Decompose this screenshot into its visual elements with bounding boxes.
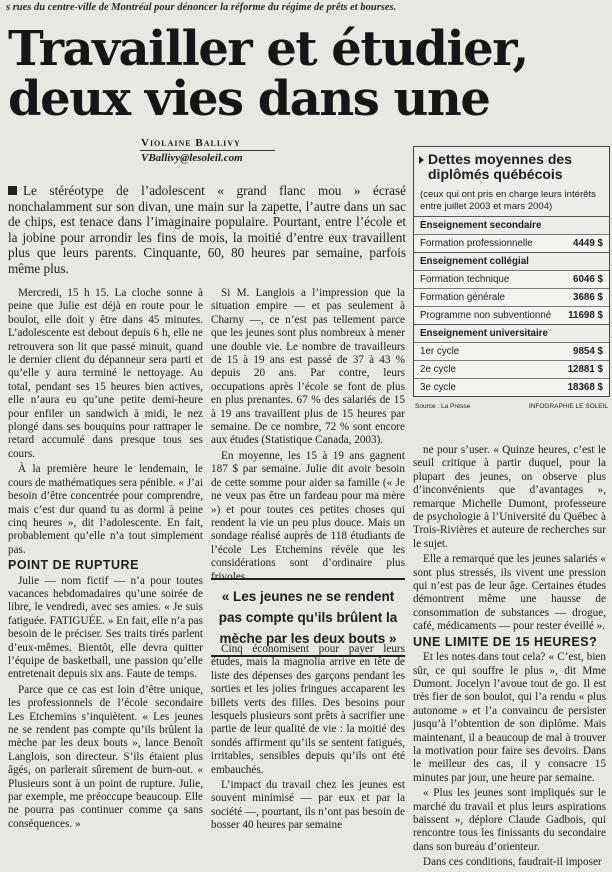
- kicker-text: s rues du centre-ville de Montréal pour dénoncer la réforme du régime de prêts et bourses.: [6, 2, 397, 13]
- paragraph: ne pour s’user. « Quinze heures, c’est le seuil critique à partir duquel, pour la plupart des jeunes, on observe plus d’inconvénients que d’avantages », remarque Michelle Dumont, professeure de psychologie à l’Université du Québec à Trois-Rivières et auteure de recherches sur le sujet.: [413, 444, 606, 550]
- paragraph: Et les notes dans tout cela? « C’est, bien sûr, ce qui souffre le plus », dit Mme Dumont. Jocelyn l’avoue tout de go. Il est très fier de son boulot, qui l’a rendu « plus autonome » et l’a convaincu de persister jusqu’à l’obtention de son diplôme. Mais maintenant, il a beaucoup de mal à trouver la motivation pour faire ses devoirs. Dans le meilleur des cas, il y consacre 15 minutes par jour, une heure par semaine.: [413, 651, 606, 784]
- paragraph: Parce que ce cas est loin d’être unique, les professionnels de l’école secondaire Les Etchemins s’inquiètent. « Les jeunes ne se rendent pas compte qu’ils brûlent la mèche par les deux bouts », lance Benoît Langlois, son directeur. S’ils étaient plus âgés, on parlerait sûrement de burn-out. « Plusieurs sont à un point de rupture. Julie, par exemple, me préoccupe beaucoup. Elle ne pourra pas continuer comme ça sans conséquences. »: [8, 683, 203, 830]
- pull-quote: « Les jeunes ne se rendent pas compte qu’ils brûlent la mèche par les deux bouts »: [211, 578, 405, 657]
- paragraph: Elle a remarqué que les jeunes salariés « sont plus stressés, ils vivent une pression qui n’est pas de leur âge. Certaines études démontrent même une hausse de consommation de substances — drogue, café, médicaments — pour rester éveillé ».: [413, 553, 606, 633]
- subheading: UNE LIMITE DE 15 HEURES?: [413, 634, 598, 649]
- sidebar-title: Dettes moyennes des diplômés québécois: [414, 147, 609, 185]
- article-column-3: [413, 444, 606, 872]
- lede-paragraph: [8, 183, 406, 277]
- article-column-2-continued: [211, 643, 405, 835]
- subheading: POINT DE RUPTURE: [8, 558, 139, 573]
- sidebar-row: Programme non subventionné 11698 $: [414, 306, 609, 324]
- paragraph: Dans ces conditions, faudrait-il imposer: [423, 856, 602, 869]
- lede-text: Le stéréotype de l’adolescent « grand flanc mou » écrasé nonchalamment sur son divan, une main sur la zapette, l’autre dans un sac de chips, est tenace dans l’imaginaire populaire. Pourtant, entre l’école et la jobine pour arrondir les fins de mois, la moitié d’entre eux travaillent plus que leurs parents. Cinquante, 60, 80 heures par semaine, parfois même plus.: [8, 183, 406, 276]
- square-bullet-icon: [8, 186, 17, 195]
- byline-email: VBallivy@lesoleil.com: [141, 152, 243, 164]
- sidebar-row: Formation générale 3686 $: [414, 288, 609, 306]
- headline: [8, 21, 608, 127]
- paragraph: En moyenne, les 15 à 19 ans gagnent 187 $ par semaine. Julie dit avoir besoin de cette somme pour aider sa famille (« Je ne veux pas être un fardeau pour ma mère ») et pour toutes ces petites choses qui rendent la vie un peu plus douce. Mais un sondage réalisé auprès de 118 étudiants de l’école Les Etchemins révèle que les considérations sont d’ordinaire plus frivoles.: [211, 449, 405, 583]
- sidebar-row: 3e cycle 18368 $: [414, 378, 609, 396]
- sidebar-section-label: Enseignement universitaire: [414, 324, 609, 342]
- paragraph: Cinq économisent pour payer leurs études, mais la magnolia arrive en tête de liste des dépenses des garçons pendant les sorties et les jolies fringues accaparent les billets verts des filles. Des besoins pour lesquels plusieurs sont prêts à sacrifier une partie de leur qualité de vie : la moitié des sondés affirment qu’ils se sentent fatigués, irritables, sensibles depuis qu’ils ont été embauchés.: [211, 643, 405, 776]
- paragraph: Mercredi, 15 h 15. La cloche sonne à peine que Julie est déjà en route pour le boulot, elle doit y être dans 45 minutes. L’adolescente est debout depuis 6 h, elle ne retrouvera son lit que passé minuit, quand le dernier client du dépanneur sera parti et qu’elle y aura terminé le nettoyage. Au total, pendant ses 15 heures bien actives, elle n’aura eu qu’une petite demi-heure pour enfiler un sandwich à midi, le nez plongé dans ses bouquins pour rattraper le retard accumulé dans presque tous ses cours.: [8, 287, 203, 460]
- sidebar-row: Formation technique 6046 $: [414, 270, 609, 288]
- paragraph: « Plus les jeunes sont impliqués sur le marché du travail et plus leurs aspirations baissent », déplore Claude Gadbois, qui rencontre tous les finissants du secondaire dans son bureau d’orienteur.: [413, 787, 606, 853]
- triangle-bullet-icon: [419, 156, 424, 164]
- byline-rule: [140, 150, 275, 151]
- sidebar-row: 1er cycle 9854 $: [414, 342, 609, 360]
- headline-line-1: Travailler et étudier,: [8, 21, 528, 77]
- sidebar-row: Formation professionnelle 4449 $: [414, 234, 609, 252]
- byline-author: Violaine Ballivy: [141, 137, 241, 149]
- paragraph: L’impact du travail chez les jeunes est souvent minimisé — par eux et par la société —, pourtant, ils n’ont pas besoin de bosser 40 heures par semaine: [211, 779, 405, 832]
- sidebar-note: (ceux qui ont pris en charge leurs intérêts entre juillet 2003 et mars 2004): [420, 189, 596, 212]
- paragraph: Julie — nom fictif — n’a pour toutes vacances hebdomadaires qu’une soirée de libre, le vendredi, avec ses amies. « Je suis fatiguée. FATIGUÉE. » En fait, elle n’a pas besoin de le préciser. Ses traits tirés parlent d’eux-mêmes. Bientôt, elle devra quitter l’équipe de basketball, une passion qu’elle entretenait depuis six ans. Faute de temps.: [8, 574, 203, 681]
- sidebar-section-label: Enseignement collégial: [414, 252, 609, 270]
- sidebar-row: 2e cycle 12881 $: [414, 360, 609, 378]
- paragraph: Si M. Langlois a l’impression que la situation empire — et pas seulement à Charny —, ce n’est pas tellement parce que les jeunes sont plus nombreux à mener une double vie. Le nombre de travailleurs de 15 à 19 ans est passé de 37 à 43 % depuis 20 ans. Par contre, leurs occupations après l’école se font de plus en plus prenantes. 67 % des salariés de 15 à 19 ans travaillent plus de 15 heures par semaine. De ce nombre, 72 % sont encore aux études (Statistique Canada, 2003).: [211, 287, 405, 447]
- sidebar-credit: INFOGRAPHIE LE SOLEIL: [528, 403, 608, 410]
- article-column-2: [211, 287, 405, 586]
- headline-line-2: deux vies dans une: [8, 71, 490, 127]
- article-column-1: [8, 287, 203, 833]
- sidebar-section-label: Enseignement secondaire: [414, 216, 609, 234]
- sidebar-source: Source : La Presse: [415, 403, 471, 410]
- sidebar-credits: [413, 400, 610, 410]
- debt-sidebar: [413, 146, 610, 397]
- paragraph: À la première heure le lendemain, le cours de mathématiques sera pénible. « J’ai besoin d’être concentrée pour comprendre, mais c’est dur quand tu as dormi à peine cinq heures », dit l’adolescente. En fait, probablement qu’elle n’a tout simplement pas.: [8, 463, 203, 556]
